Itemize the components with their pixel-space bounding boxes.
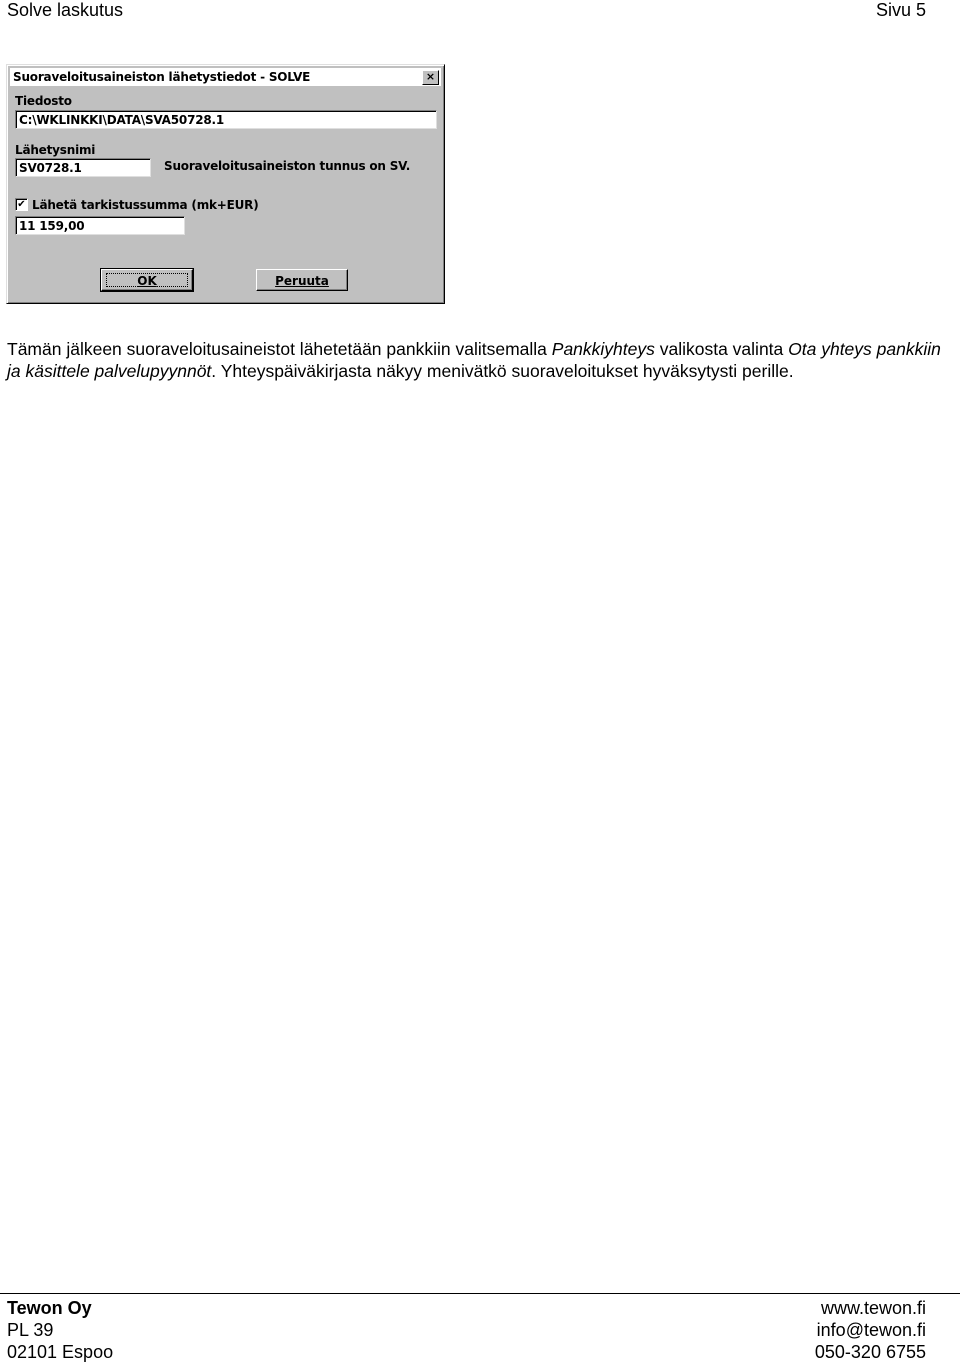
file-input[interactable]: C:\WKLINKKI\DATA\SVA50728.1 [15,110,437,129]
focus-ring [106,273,188,287]
dialog-title: Suoraveloitusaineiston lähetystiedot - SOLVE [13,70,311,84]
para-menu-option: Ota yhteys pankkiin ja käsittele palvelupyynnöt [7,339,941,381]
footer-divider [0,1293,960,1294]
ok-button-label: OK [137,274,157,288]
footer-web: www.tewon.fi [820,1298,926,1318]
checksum-label: Lähetä tarkistussumma (mk+EUR) [32,198,259,212]
page-header-title: Solve laskutus [7,0,124,20]
instruction-paragraph [7,338,957,382]
close-icon[interactable]: × [422,70,439,85]
cancel-button-label: Peruuta [275,274,329,288]
page-number: Sivu 5 [875,0,926,20]
sendname-input[interactable]: SV0728.1 [15,158,151,177]
identifier-note: Suoraveloitusaineiston tunnus on SV. [164,159,411,173]
footer-company: Tewon Oy [7,1298,92,1318]
cancel-button[interactable] [256,269,348,291]
footer-phone: 050-320 6755 [814,1342,926,1362]
footer-postal: 02101 Espoo [7,1342,114,1362]
checksum-input[interactable]: 11 159,00 [15,216,185,235]
para-menu-name: Pankkiyhteys [551,339,655,359]
footer-email: info@tewon.fi [816,1320,926,1340]
send-info-dialog [6,64,445,304]
ok-button[interactable] [101,269,193,291]
dialog-titlebar [10,68,441,87]
footer-po-box: PL 39 [7,1320,54,1340]
para-text-2: valikosta valinta [654,339,789,359]
para-text-1: Tämän jälkeen suoraveloitusaineistot lähetetään pankkiin valitsemalla [7,339,552,359]
checkmark-icon: ✔ [17,199,26,210]
file-label: Tiedosto [15,94,72,108]
para-text-3: . Yhteyspäiväkirjasta näkyy menivätkö suoraveloitukset hyväksytysti perille. [211,361,794,381]
checksum-checkbox[interactable] [15,198,28,211]
sendname-label: Lähetysnimi [15,143,96,157]
